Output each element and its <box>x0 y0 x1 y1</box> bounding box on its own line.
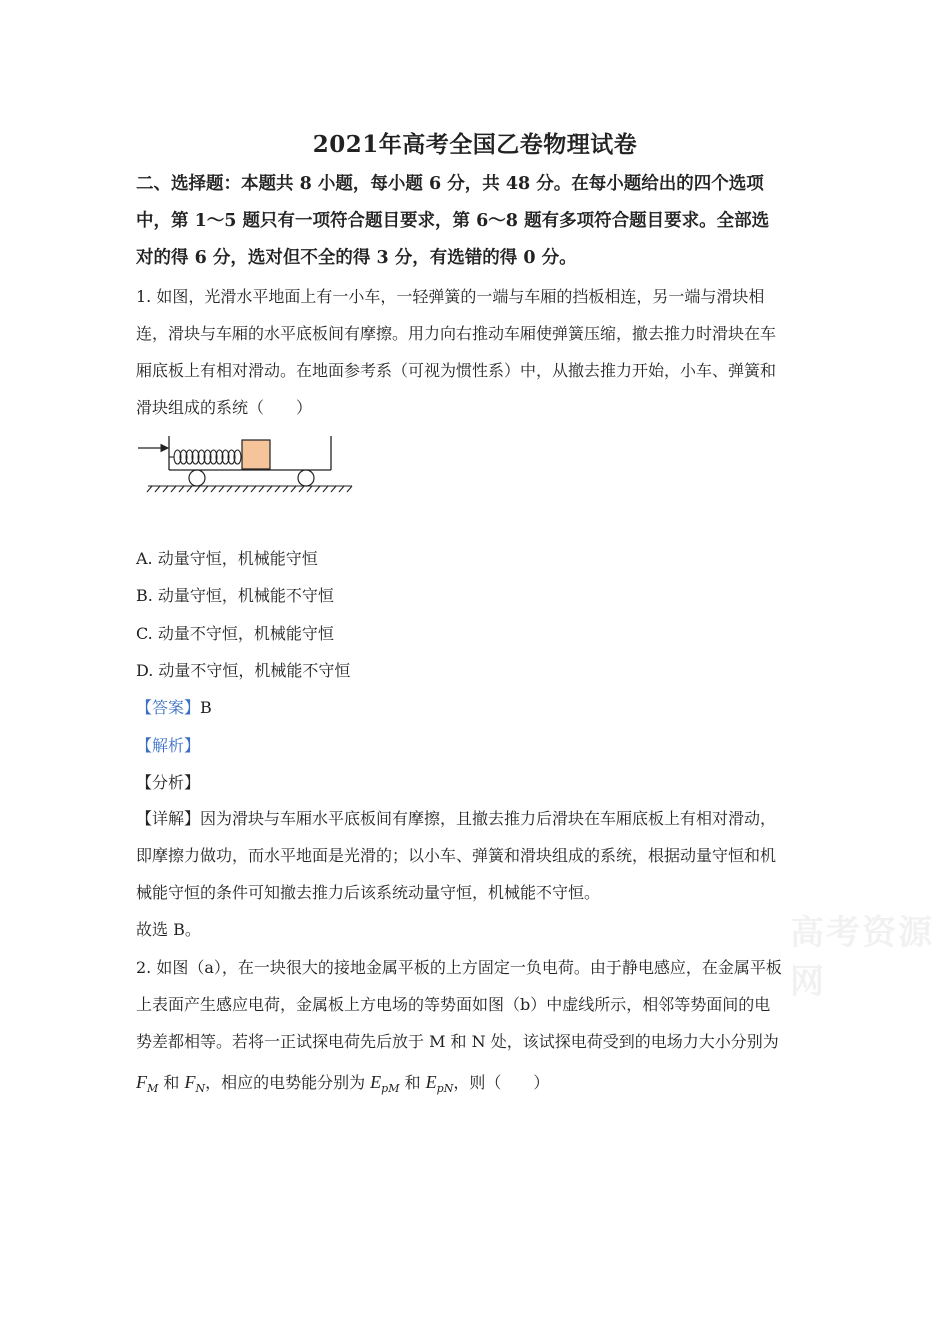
force-symbol: F <box>136 1072 147 1092</box>
question-1-stem <box>136 278 816 426</box>
ground <box>147 486 352 492</box>
cart-spring-figure <box>136 428 366 498</box>
stem-line: 上表面产生感应电荷，金属板上方电场的等势面如图（b）中虚线所示，相邻等势面间的电 <box>136 995 771 1014</box>
watermark: 高考资源网 <box>790 913 934 1002</box>
text: 和 <box>399 1073 426 1092</box>
section-line: 对的得 6 分，选对但不全的得 3 分，有选错的得 0 分。 <box>136 248 577 268</box>
spring <box>169 450 241 464</box>
stem-line: 滑块组成的系统（ ） <box>136 398 313 417</box>
question-2-stem <box>136 949 816 1107</box>
detail-line: 械能守恒的条件可知撤去推力后该系统动量守恒，机械能不守恒。 <box>136 883 601 902</box>
section-line: 二、选择题：本题共 8 小题，每小题 6 分，共 48 分。在每小题给出的四个选项 <box>136 174 764 194</box>
answer-value: B <box>200 698 212 717</box>
force-symbol: F <box>184 1072 196 1092</box>
stem-line: 1. 如图，光滑水平地面上有一小车，一轻弹簧的一端与车厢的挡板相连，另一端与滑块相 <box>136 287 765 306</box>
stem-line: 2. 如图（a），在一块很大的接地金属平板的上方固定一负电荷。由于静电感应，在金属平板 <box>136 958 782 977</box>
option-d: D. 动量不守恒，机械能不守恒 <box>136 661 351 680</box>
page-title: 2021年高考全国乙卷物理试卷 <box>312 131 638 158</box>
stem-line: 连，滑块与车厢的水平底板间有摩擦。用力向右推动车厢使弹簧压缩，撤去推力时滑块在车 <box>136 324 777 343</box>
stem-line-math <box>136 1064 816 1107</box>
fenxi-tag: 【分析】 <box>136 773 201 792</box>
section-instructions <box>136 166 816 277</box>
slider-block <box>242 440 270 469</box>
answer-tag: 【答案】 <box>136 698 201 717</box>
stem-line: 厢底板上有相对滑动。在地面参考系（可视为惯性系）中，从撤去推力开始，小车、弹簧和 <box>136 361 777 380</box>
energy-symbol: E <box>425 1072 437 1092</box>
option-c: C. 动量不守恒，机械能守恒 <box>136 624 334 643</box>
text: ，相应的电势能分别为 <box>205 1073 371 1092</box>
detail-tag: 【详解】 <box>136 809 201 828</box>
detail-block <box>136 800 816 948</box>
energy-symbol: E <box>370 1072 382 1092</box>
wheel-left <box>189 470 205 486</box>
option-a: A. 动量守恒，机械能守恒 <box>136 549 318 568</box>
answer-line <box>136 695 212 718</box>
option-b: B. 动量守恒，机械能不守恒 <box>136 586 334 605</box>
subscript: pM <box>381 1082 400 1096</box>
section-line: 中，第 1～5 题只有一项符合题目要求，第 6～8 题有多项符合题目要求。全部选 <box>136 211 770 231</box>
subscript: M <box>147 1082 159 1096</box>
subscript: pN <box>436 1082 454 1096</box>
conclusion: 故选 B。 <box>136 920 201 939</box>
analysis-tag: 【解析】 <box>136 736 201 755</box>
stem-line: 势差都相等。若将一正试探电荷先后放于 M 和 N 处，该试探电荷受到的电场力大小分别为 <box>136 1032 779 1051</box>
text: ，则（ ） <box>453 1073 550 1092</box>
detail-line <box>136 800 816 837</box>
detail-text: 因为滑块与车厢水平底板间有摩擦，且撤去推力后滑块在车厢底板上有相对滑动， <box>200 809 777 828</box>
wheel-right <box>298 470 314 486</box>
push-arrow <box>138 445 168 452</box>
text: 和 <box>158 1073 185 1092</box>
detail-line: 即摩擦力做功，而水平地面是光滑的；以小车、弹簧和滑块组成的系统，根据动量守恒和机 <box>136 846 777 865</box>
subscript: N <box>195 1082 206 1096</box>
